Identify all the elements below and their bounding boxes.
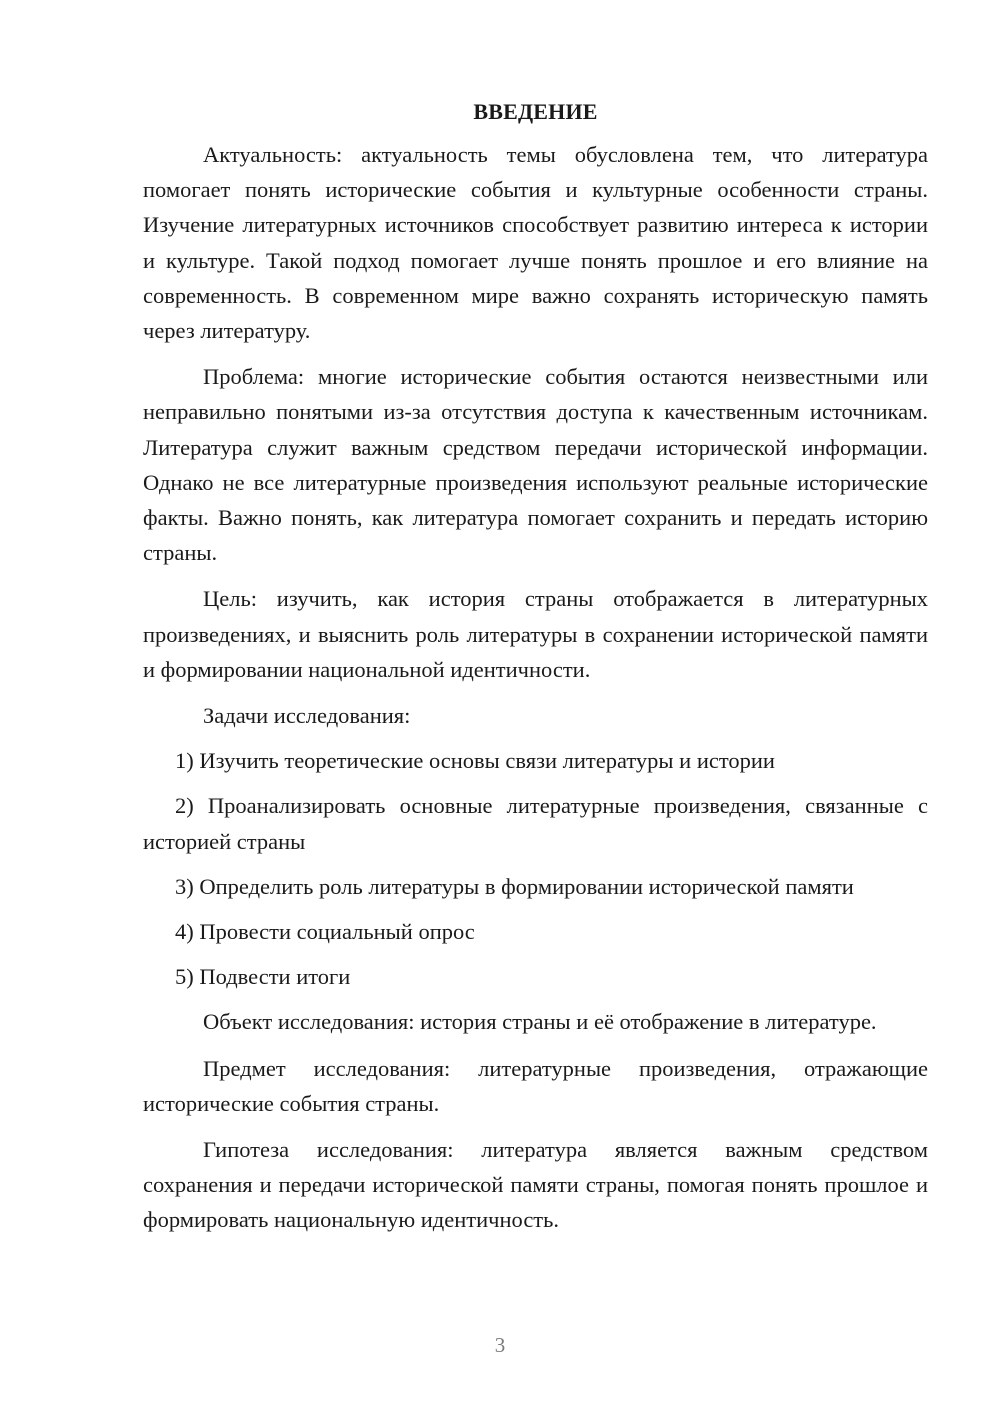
- paragraph-goal: Цель: изучить, как история страны отображается в литературных произведениях, и выяснить роль литературы в сохранении исторической памяти и формировании национальной идентичности.: [143, 586, 928, 682]
- tasks-heading: Задачи исследования:: [203, 703, 411, 729]
- paragraph-hypothesis: Гипотеза исследования: литература является важным средством сохранения и передачи исторической памяти страны, помогая понять прошлое и формировать национальную идентичность.: [143, 1137, 928, 1233]
- list-item-task-2: 2) Проанализировать основные литературные произведения, связанные с историей страны: [143, 793, 928, 854]
- document-page: [143, 94, 928, 1238]
- list-item-task-5: 5) Подвести итоги: [175, 964, 351, 990]
- section-title: ВВЕДЕНИЕ: [473, 99, 598, 124]
- paragraph-relevance: Актуальность: актуальность темы обусловлена тем, что литература помогает понять исторические события и культурные особенности страны. Изучение литературных источников способствует развитию интереса к истории и культуре. Такой подход помогает лучше понять прошлое и его влияние на современность. В современном мире важно сохранять историческую память через литературу.: [143, 142, 928, 344]
- list-item-task-4: 4) Провести социальный опрос: [175, 919, 475, 945]
- page-number: 3: [494, 1333, 506, 1357]
- paragraph-problem: Проблема: многие исторические события остаются неизвестными или неправильно понятыми из-за отсутствия доступа к качественным источникам. Литература служит важным средством передачи исторической информации. Однако не все литературные произведения используют реальные исторические факты. Важно понять, как литература помогает сохранить и передать историю страны.: [143, 364, 928, 566]
- list-item-task-1: 1) Изучить теоретические основы связи литературы и истории: [175, 748, 775, 774]
- paragraph-object: Объект исследования: история страны и её отображение в литературе.: [203, 1009, 877, 1035]
- paragraph-subject: Предмет исследования: литературные произведения, отражающие исторические события страны.: [143, 1055, 928, 1116]
- list-item-task-3: 3) Определить роль литературы в формировании исторической памяти: [175, 873, 854, 899]
